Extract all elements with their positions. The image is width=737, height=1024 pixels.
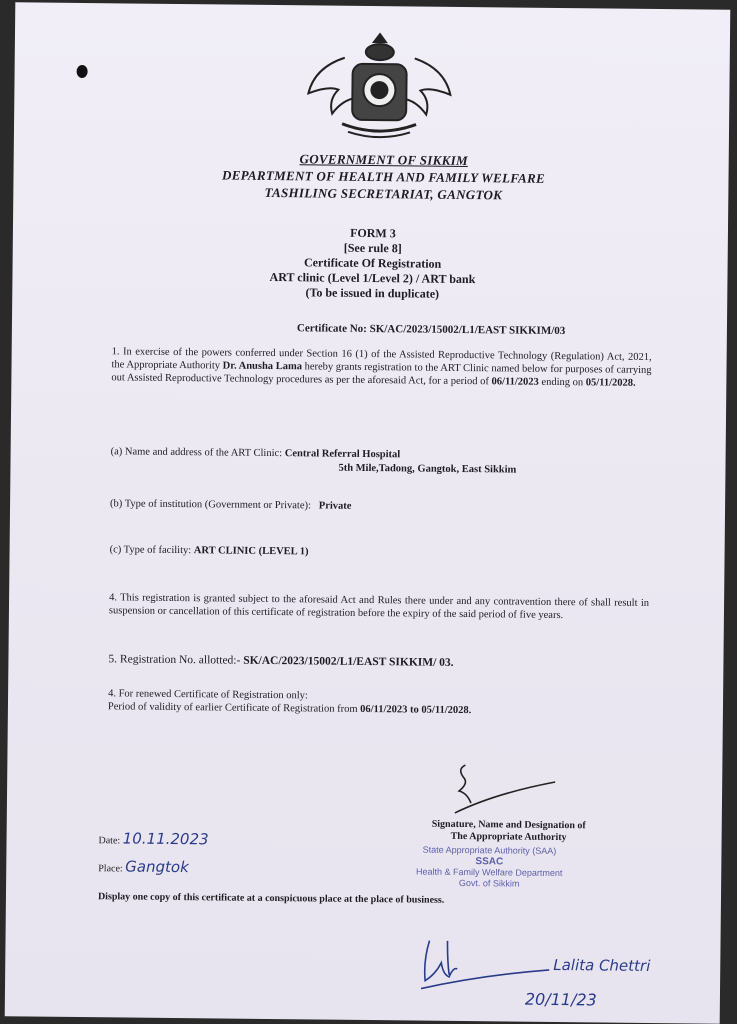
handwritten-date: 20/11/23 [524, 989, 597, 1010]
certificate-number: Certificate No: SK/AC/2023/15002/L1/EAST SIKKIM/03 [296, 322, 566, 338]
punch-hole [77, 65, 88, 78]
item-c: (c) Type of facility: ART CLINIC (LEVEL 1) [109, 544, 309, 558]
form-subtitle: ART clinic (Level 1/Level 2) / ART bank [269, 269, 476, 287]
sikkim-emblem-icon [304, 27, 455, 147]
department-title: DEPARTMENT OF HEALTH AND FAMILY WELFARE [221, 167, 546, 186]
government-title: GOVERNMENT OF SIKKIM [299, 151, 468, 169]
form-title: FORM 3 [350, 225, 396, 241]
place-row: Place: Gangtok [98, 857, 189, 877]
renewal-line-1: 4. For renewed Certificate of Registration only: [108, 688, 308, 702]
form-heading: Certificate Of Registration [303, 255, 442, 271]
clinic-address: 5th Mile,Tadong, Gangtok, East Sikkim [338, 462, 517, 476]
form-note: (To be issued in duplicate) [305, 285, 440, 301]
renewal-line-2: Period of validity of earlier Certificate of Registration from 06/11/2023 to 05/11/2028. [107, 701, 472, 717]
item-a: (a) Name and address of the ART Clinic: Central Referral Hospital [110, 446, 401, 461]
date-value: 10.11.2023 [122, 829, 209, 849]
clinic-name: Central Referral Hospital [284, 448, 401, 461]
certificate-page [5, 2, 731, 1023]
paragraph-4: 4. This registration is granted subject to the aforesaid Act and Rules there under and any contravention there of shall result in suspension or cancellation of this certificate of registration before the expiry of the said period of five years. [108, 592, 650, 622]
period-from: 06/11/2023 [491, 376, 539, 388]
paragraph-5: 5. Registration No. allotted:- SK/AC/2023/15002/L1/EAST SIKKIM/ 03. [108, 653, 454, 669]
registration-number: SK/AC/2023/15002/L1/EAST SIKKIM/ 03. [243, 654, 454, 669]
date-row: Date: 10.11.2023 [98, 829, 209, 849]
item-b: (b) Type of institution (Government or Private): Private [110, 498, 352, 512]
form-rule: [See rule 8] [343, 240, 402, 256]
official-stamp: State Appropriate Authority (SAA) SSAC Health & Family Welfare Department Govt. of Sikkim [415, 844, 563, 889]
institution-type: Private [318, 500, 352, 512]
display-note: Display one copy of this certificate at a conspicuous place at the place of business. [97, 891, 445, 906]
authority-name: Dr. Anusha Lama [222, 360, 303, 373]
authority-signature-icon [447, 759, 568, 822]
handwritten-signature-icon [415, 935, 556, 996]
handwritten-name: Lalita Chettri [553, 955, 651, 975]
paragraph-1: 1. In exercise of the powers conferred under Section 16 (1) of the Assisted Reproductive Technology (Regulation) Act, 2021, the Appropriate Authority Dr. Anusha Lama hereby grants registration to the ART Clinic named below for purposes of carrying out Assisted Reproductive Technology procedures as per the aforesaid Act, for a period of 06/11/2023 ending on 05/11/2028. [111, 346, 652, 389]
place-value: Gangtok [125, 857, 189, 877]
signature-block: Signature, Name and Designation of The Appropriate Authority [431, 818, 586, 844]
department-address: TASHILING SECRETARIAT, GANGTOK [264, 184, 503, 203]
period-to: 05/11/2028. [585, 377, 636, 389]
facility-type: ART CLINIC (LEVEL 1) [193, 545, 309, 558]
